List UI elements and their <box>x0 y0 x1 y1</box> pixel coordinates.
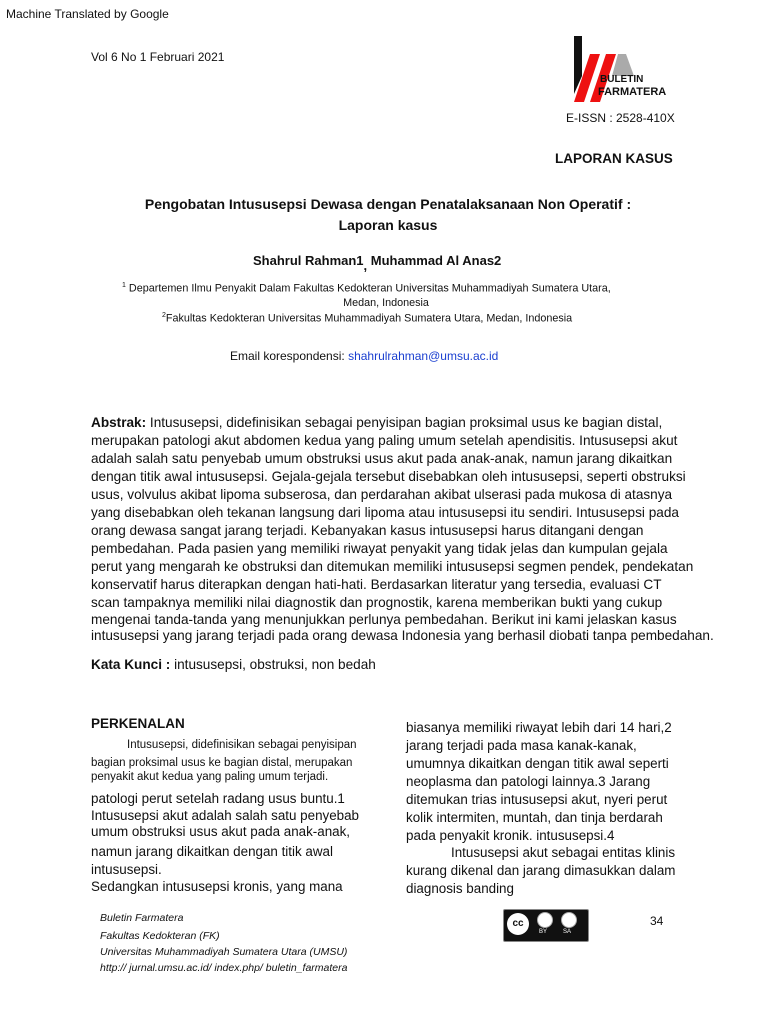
abstract-line: mengenai tanda-tanda yang menunjukkan perlunya pembedahan. Berikut ini kami jelaskan kasus <box>91 612 677 627</box>
title-line-1: Pengobatan Intususepsi Dewasa dengan Penatalaksanaan Non Operatif : <box>144 196 632 212</box>
footer-line: http:// jurnal.umsu.ac.id/ index.php/ buletin_farmatera <box>100 962 348 974</box>
abstract-line: intususepsi yang jarang terjadi pada orang dewasa Indonesia yang berhasil diobati tanpa pembedahan. <box>91 628 714 643</box>
intro-right-line: biasanya memiliki riwayat lebih dari 14 hari,2 <box>406 720 672 735</box>
intro-right-line: diagnosis banding <box>406 881 514 896</box>
abstract-line: merupakan patologi akut abdomen kedua yang paling umum setelah apendisitis. Intususepsi akut <box>91 433 678 448</box>
abstract-line: usus, volvulus akibat lipoma subserosa, dan perdarahan akibat ulserasi pada mukosa di atasnya <box>91 487 673 502</box>
section-label: LAPORAN KASUS <box>555 151 673 166</box>
intro-right-line: neoplasma dan patologi lainnya.3 Jarang <box>406 774 651 789</box>
cc-icon: cc <box>507 913 529 935</box>
intro-left-line: patologi perut setelah radang usus buntu.1 <box>91 791 345 806</box>
intro-right-line: pada penyakit kronik. intususepsi.4 <box>406 828 615 843</box>
volume-info: Vol 6 No 1 Februari 2021 <box>91 50 225 64</box>
correspondence: Email korespondensi: shahrulrahman@umsu.ac.id <box>230 349 528 363</box>
page-number: 34 <box>650 914 664 928</box>
abstract-line: pembedahan. Pada pasien yang memiliki riwayat penyakit yang tidak jelas dan kumpulan gejala <box>91 541 668 556</box>
by-icon <box>537 912 553 928</box>
footer-line: Buletin Farmatera <box>100 912 184 924</box>
intro-right-line: umumnya dikaitkan dengan titik awal seperti <box>406 756 669 771</box>
title-line-2: Laporan kasus <box>338 217 438 233</box>
abstract-line: konservatif harus diterapkan dengan hati-hati. Berdasarkan literatur yang tersedia, evaluasi CT <box>91 577 662 592</box>
intro-left-line: intususepsi. <box>91 862 162 877</box>
email-link[interactable]: shahrulrahman@umsu.ac.id <box>348 349 499 363</box>
abstract-line: yang disebabkan oleh tekanan langsung dari lipoma atau intususepsi itu sendiri. Intususepsi pada <box>91 505 679 520</box>
abstract-line: perut yang mengarah ke obstruksi dan ditemukan memiliki intususepsi segmen pendek, pendekatan <box>91 559 694 574</box>
intro-right-line: jarang terjadi pada masa kanak-kanak, <box>406 738 637 753</box>
intro-right-line: ditemukan trias intususepsi akut, nyeri perut <box>406 792 668 807</box>
abstract-line: Abstrak: Intususepsi, didefinisikan sebagai penyisipan bagian proksimal usus ke bagian distal, <box>91 415 663 430</box>
footer-line: Universitas Muhammadiyah Sumatera Utara (UMSU) <box>100 946 348 958</box>
section-heading: PERKENALAN <box>91 716 185 731</box>
intro-right-line: kurang dikenal dan jarang dimasukkan dalam <box>406 863 676 878</box>
authors: Shahrul Rahman1, Muhammad Al Anas2 <box>253 253 502 273</box>
eissn: E-ISSN : 2528-410X <box>566 111 675 125</box>
journal-logo: BULETIN FARMATERA <box>570 36 660 102</box>
keywords: Kata Kunci : intususepsi, obstruksi, non bedah <box>91 657 376 672</box>
cc-by-sa-badge[interactable]: cc BY SA <box>503 909 589 942</box>
abstract-line: orang dewasa sangat jarang terjadi. Kebanyakan kasus intususepsi harus ditangani dengan <box>91 523 644 538</box>
affiliation-1-city: Medan, Indonesia <box>343 297 429 309</box>
footer-line: Fakultas Kedokteran (FK) <box>100 930 220 942</box>
intro-small-line: bagian proksimal usus ke bagian distal, merupakan <box>91 757 353 769</box>
abstract-line: scan tampaknya memiliki nilai diagnostik dan prognostik, karena memberikan bukti yang cukup <box>91 595 663 610</box>
intro-right-line: Intususepsi akut sebagai entitas klinis <box>451 845 676 860</box>
sa-icon <box>561 912 577 928</box>
intro-small-line: penyakit akut kedua yang paling umum terjadi. <box>91 771 329 783</box>
intro-left-line: Sedangkan intususepsi kronis, yang mana <box>91 879 343 894</box>
abstract-line: dengan titik awal intususepsi. Gejala-gejala tersebut disebabkan oleh intususepsi, seperti obstruksi <box>91 469 686 484</box>
intro-left-line: Intususepsi akut adalah salah satu penyebab <box>91 808 360 823</box>
affiliation-2: $^2$Fakultas Kedokteran Universitas Muhammadiyah Sumatera Utara, Medan, Indonesia <box>162 312 573 325</box>
translation-banner: Machine Translated by Google <box>6 7 169 21</box>
affiliation-1: $^1$ Departemen Ilmu Penyakit Dalam Fakultas Kedokteran Universitas Muhammadiyah Sumatera Utara, <box>122 282 611 295</box>
intro-right-line: kolik intermiten, muntah, dan tinja berdarah <box>406 810 663 825</box>
intro-left-line: umum obstruksi usus akut pada anak-anak, <box>91 824 351 839</box>
intro-left-line: namun jarang dikaitkan dengan titik awal <box>91 844 333 859</box>
intro-small-line: Intususepsi, didefinisikan sebagai penyisipan <box>127 739 357 751</box>
abstract-line: adalah salah satu penyebab umum obstruksi usus akut pada anak-anak, namun jarang dikaitkan <box>91 451 673 466</box>
